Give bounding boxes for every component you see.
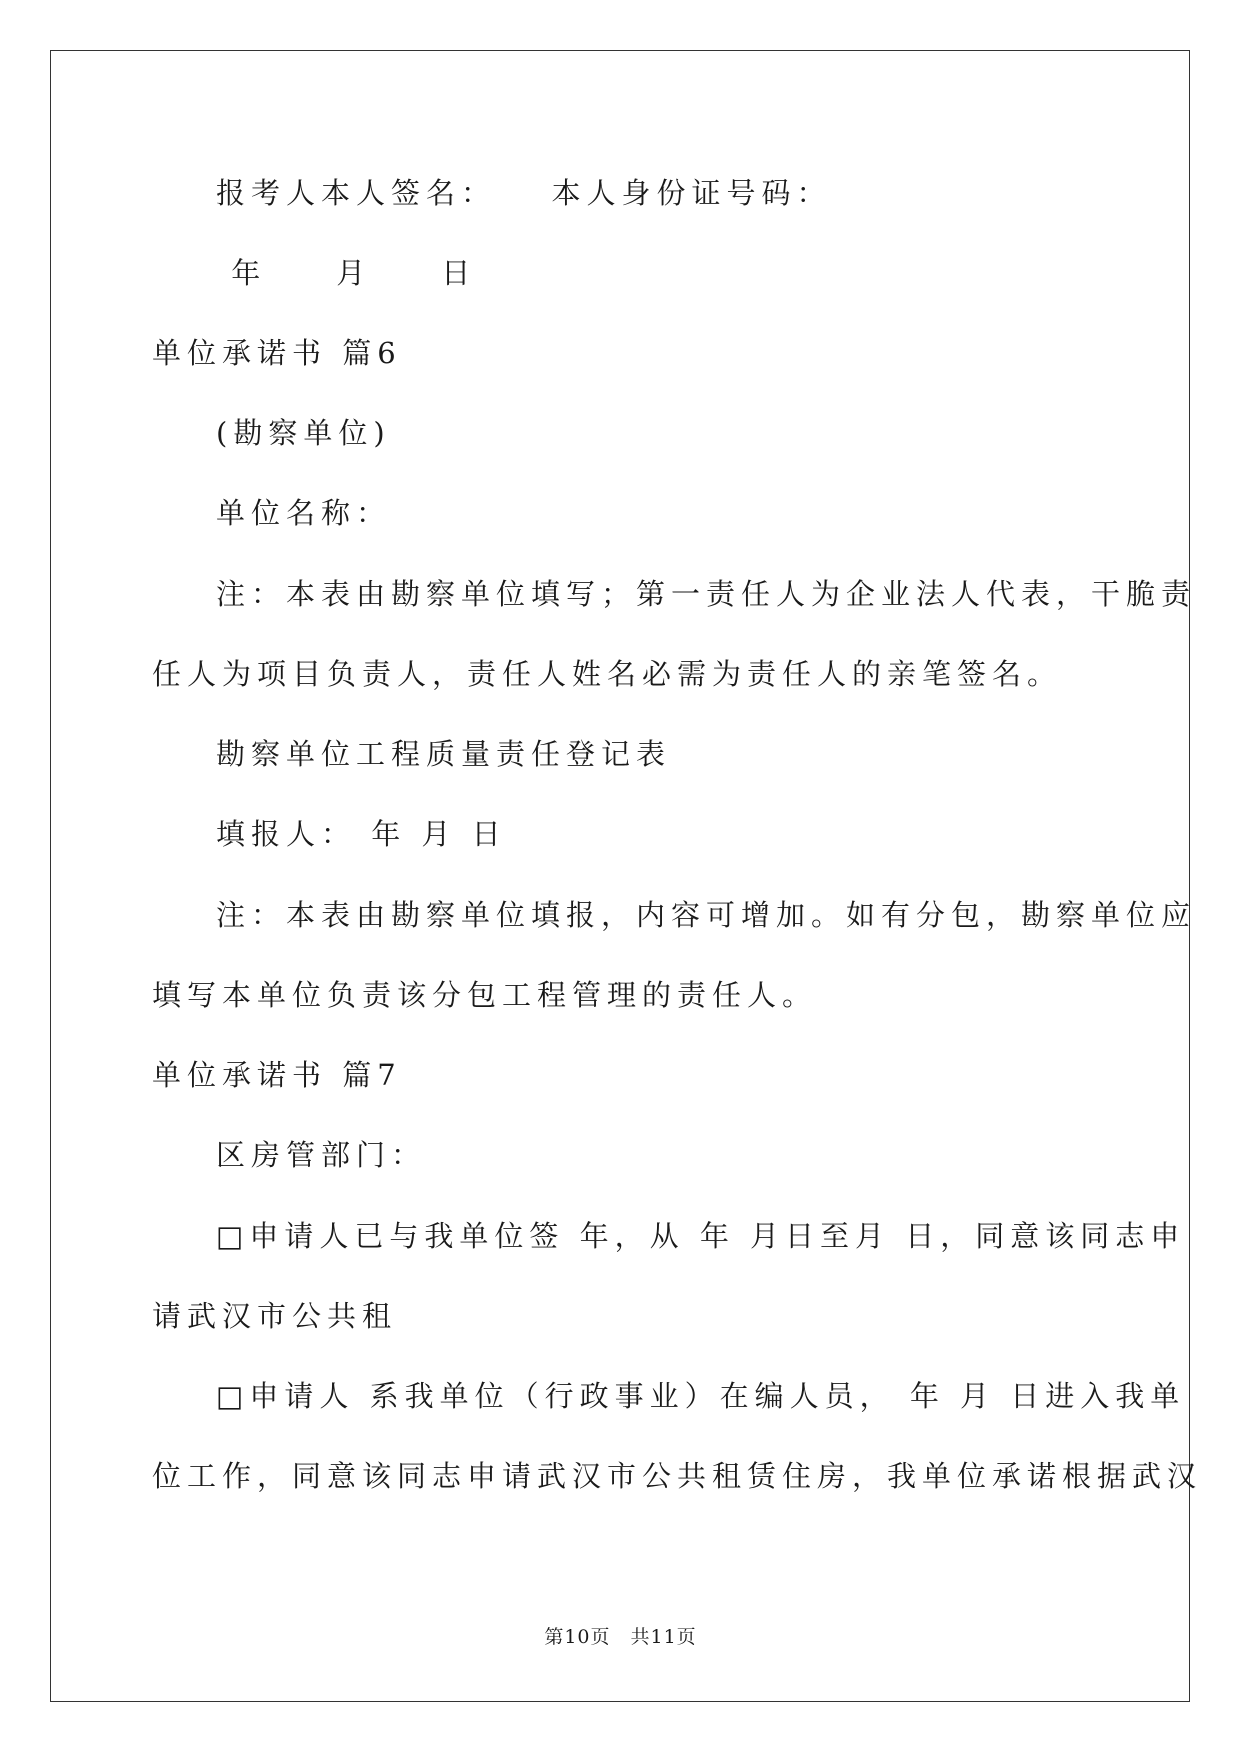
note-paragraph-2-line-2: 填写本单位负责该分包工程管理的责任人。 xyxy=(152,978,818,1012)
checkbox-paragraph-1-line-1: □申请人已与我单位签 年，从 年 月日至月 日，同意该同志申 xyxy=(216,1219,1186,1253)
signature-line: 报考人本人签名： 本人身份证号码： xyxy=(216,176,832,210)
note-paragraph-1-line-2: 任人为项目负责人，责任人姓名必需为责任人的亲笔签名。 xyxy=(152,657,1063,691)
unit-type-label: (勘察单位) xyxy=(216,416,391,450)
checkbox-paragraph-1-line-2: 请武汉市公共租 xyxy=(152,1299,398,1333)
section-heading-6: 单位承诺书 篇6 xyxy=(152,336,402,370)
checkbox-paragraph-2-line-1: □申请人 系我单位（行政事业）在编人员， 年 月 日进入我单 xyxy=(216,1379,1186,1413)
checkbox-paragraph-2-line-2: 位工作，同意该同志申请武汉市公共租赁住房，我单位承诺根据武汉 xyxy=(152,1459,1203,1493)
filler-date-line: 填报人： 年 月 日 xyxy=(216,817,507,851)
note-paragraph-1-line-1: 注：本表由勘察单位填写；第一责任人为企业法人代表，干脆责 xyxy=(216,577,1197,611)
page-number-footer: 第10页 共11页 xyxy=(544,1626,697,1648)
unit-name-label: 单位名称： xyxy=(216,496,392,530)
addressee-line: 区房管部门： xyxy=(216,1138,427,1172)
date-line: 年 月 日 xyxy=(216,256,477,290)
section-heading-7: 单位承诺书 篇7 xyxy=(152,1058,402,1092)
form-title: 勘察单位工程质量责任登记表 xyxy=(216,737,672,771)
page-border xyxy=(50,50,1190,1702)
note-paragraph-2-line-1: 注：本表由勘察单位填报，内容可增加。如有分包，勘察单位应 xyxy=(216,898,1197,932)
